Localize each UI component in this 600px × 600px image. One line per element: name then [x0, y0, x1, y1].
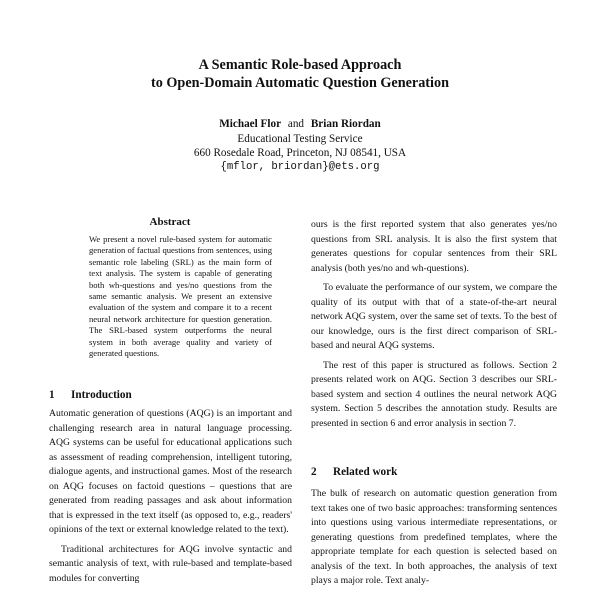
right-column-body	[311, 218, 557, 431]
paper-title-line-2: to Open-Domain Automatic Question Generation	[151, 75, 449, 91]
related-work-heading	[311, 465, 397, 479]
author-conjunction: and	[287, 118, 305, 130]
email-address: {mflor, briordan}@ets.org	[220, 161, 380, 173]
address: 660 Rosedale Road, Princeton, NJ 08541, USA	[193, 147, 407, 159]
paragraph: To evaluate the performance of our system, we compare the quality of its output with that of a state-of-the-art neural network AQG system, over the same set of texts. To the best of our knowledge, ours is the first direct comparison of SRL-based and neural AQG systems.	[311, 282, 557, 351]
author-name: Michael Flor	[219, 118, 282, 130]
paper-title-line-1: A Semantic Role-based Approach	[198, 57, 402, 73]
paragraph: The bulk of research on automatic question generation from text takes one of two basic approaches: transforming sentences into questions using various intermediate representations, or generating questions from predefined templates, where the appropriate template for each question is selected based on analysis of the text. In both approaches, the analysis of text plays a major role. Text analy-	[311, 488, 557, 586]
abstract-heading: Abstract	[149, 216, 191, 228]
introduction-heading	[49, 388, 132, 402]
paragraph: Automatic generation of questions (AQG) is an important and challenging research area in natural language processing. AQG systems can be useful for educational applications such as assessment of reading comprehension, intelligent tutoring, dialogue agents, and instructional games. Most of the research on AQG focuses on factoid questions – questions that are generated from reading passages and ask about information that is expressed in the text itself (as opposed to, e.g., readers' opinions of the text or external knowledge related to the text).	[49, 408, 292, 535]
section-title: Introduction	[71, 389, 132, 401]
section-number: 1	[49, 389, 55, 401]
introduction-body	[49, 407, 292, 586]
affiliation: Educational Testing Service	[237, 133, 363, 145]
paragraph: Traditional architectures for AQG involve syntactic and semantic analysis of text, with rule-based and template-based modules for converting	[49, 543, 292, 584]
section-number: 2	[311, 466, 317, 478]
paragraph: The rest of this paper is structured as follows. Section 2 presents related work on AQG. Section 3 describes our SRL-based system and section 4 outlines the neural network AQG system. Section 5 describes the annotation study. Results are presented in section 6 and error analysis in section 7.	[311, 359, 557, 429]
author-line	[0, 117, 600, 131]
related-work-body	[311, 487, 557, 589]
author-name: Brian Riordan	[310, 118, 381, 130]
paragraph: ours is the first reported system that also generates yes/no questions from SRL analysis. It is also the first system that generates questions for copular sentences from their SRL analysis (both yes/no and wh-questions).	[311, 219, 557, 274]
section-title: Related work	[333, 466, 398, 478]
abstract-text: We present a novel rule-based system for automatic generation of factual questions from sentences, using semantic role labeling (SRL) as the main form of text analysis. The system is capable of generating both wh-questions and yes/no questions from the same semantic analysis. We present an extensive evaluation of the system and compare it to a recent neural network architecture for question generation. The SRL-based system outperforms the neural system in both average quality and variety of generated questions.	[89, 234, 272, 359]
